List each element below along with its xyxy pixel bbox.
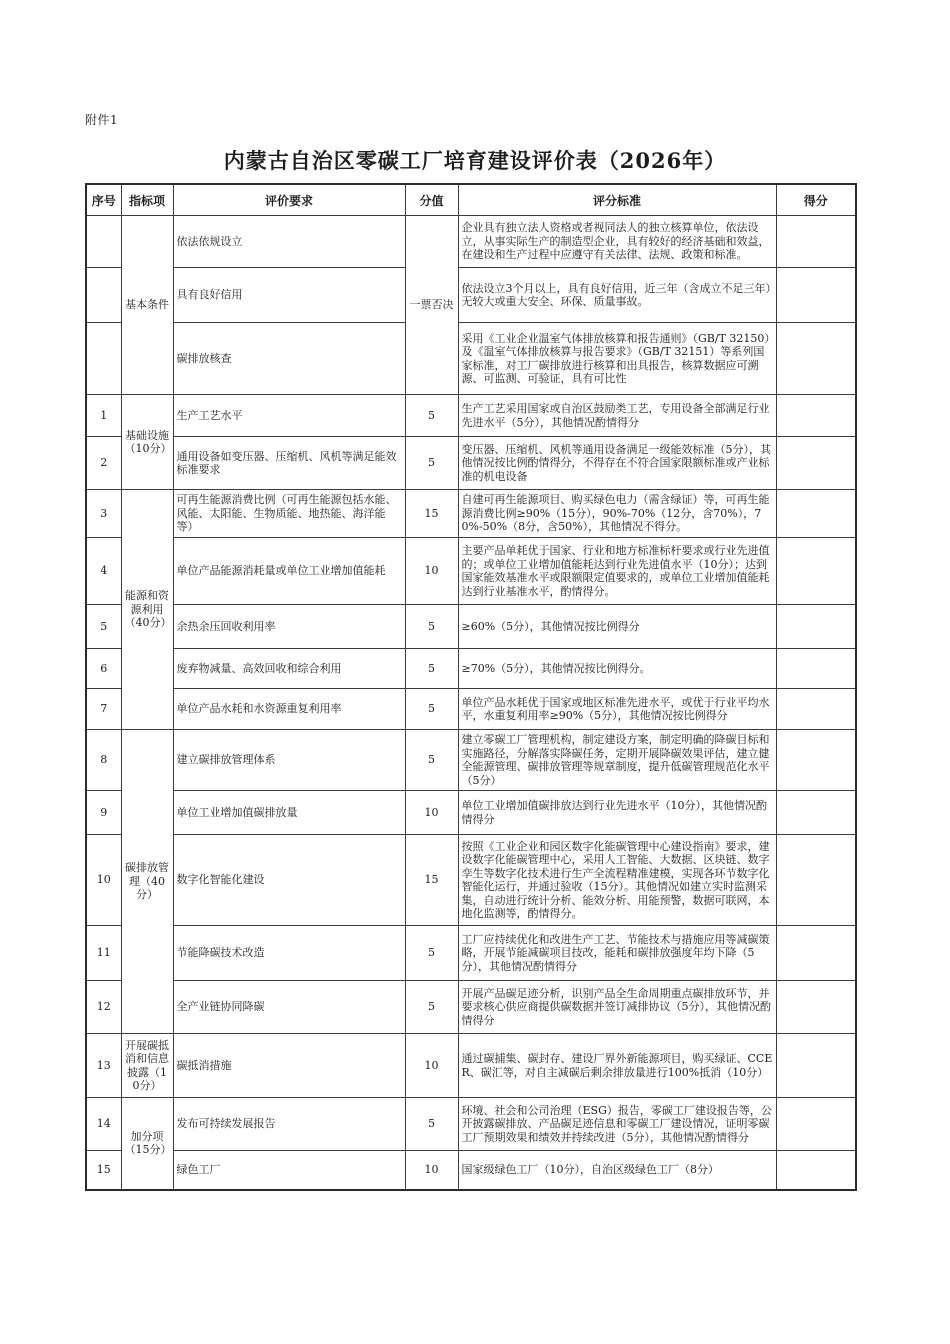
col-header-category: 指标项 [121,184,173,216]
index-cell: 11 [86,926,121,981]
table-row [86,730,856,791]
table-row [86,268,856,323]
table-header-row [86,184,856,216]
index-cell: 15 [86,1151,121,1190]
criteria-cell: 单位工业增加值碳排放达到行业先进水平（10分），其他情况酌情得分 [458,791,776,835]
table-row [86,490,856,538]
requirement-cell: 具有良好信用 [173,268,405,323]
category-cell: 碳排放管理（40分） [121,730,173,1034]
criteria-cell: 环境、社会和公司治理（ESG）报告，零碳工厂建设报告等，公开披露碳排放、产品碳足迹信息和零碳工厂建设情况，证明零碳工厂预期效果和绩效并持续改进（5分），其他情况酌情得分 [458,1098,776,1151]
points-cell [776,395,856,437]
score-cell: 5 [405,926,458,981]
table-row [86,1151,856,1190]
points-cell [776,1098,856,1151]
table-row [86,395,856,437]
score-cell: 5 [405,605,458,649]
criteria-cell: 国家级绿色工厂（10分），自治区级绿色工厂（8分） [458,1151,776,1190]
table-row [86,1034,856,1098]
category-cell: 基础设施（10分） [121,395,173,490]
requirement-cell: 单位产品水耗和水资源重复利用率 [173,689,405,730]
requirement-cell: 发布可持续发展报告 [173,1098,405,1151]
category-cell: 开展碳抵消和信息披露（10分） [121,1034,173,1098]
criteria-cell: 建立零碳工厂管理机构，制定建设方案，制定明确的降碳目标和实施路径，分解落实降碳任务，定期开展降碳效果评估，建立健全能源管理、碳排放管理等规章制度，提升低碳管理规范化水平（5分） [458,730,776,791]
requirement-cell: 绿色工厂 [173,1151,405,1190]
points-cell [776,490,856,538]
score-cell: 5 [405,649,458,689]
score-cell: 5 [405,437,458,490]
requirement-cell: 碳排放核查 [173,323,405,395]
score-cell: 15 [405,835,458,926]
criteria-cell: ≥60%（5分），其他情况按比例得分 [458,605,776,649]
table-row [86,323,856,395]
points-cell [776,1034,856,1098]
requirement-cell: 建立碳排放管理体系 [173,730,405,791]
index-cell [86,216,121,268]
index-cell: 1 [86,395,121,437]
points-cell [776,926,856,981]
criteria-cell: 单位产品水耗优于国家或地区标准先进水平，或优于行业平均水平，水重复利用率≥90%（5分），其他情况按比例得分 [458,689,776,730]
table-row [86,689,856,730]
points-cell [776,1151,856,1190]
category-cell: 加分项（15分） [121,1098,173,1190]
points-cell [776,791,856,835]
points-cell [776,437,856,490]
index-cell: 3 [86,490,121,538]
score-cell: 10 [405,791,458,835]
points-cell [776,323,856,395]
criteria-cell: 开展产品碳足迹分析，识别产品全生命周期重点碳排放环节，并要求核心供应商提供碳数据并签订减排协议（5分），其他情况酌情得分 [458,981,776,1034]
index-cell [86,268,121,323]
score-cell: 一票否决 [405,216,458,395]
points-cell [776,981,856,1034]
requirement-cell: 数字化智能化建设 [173,835,405,926]
index-cell: 10 [86,835,121,926]
table-row [86,538,856,605]
score-cell: 10 [405,1034,458,1098]
requirement-cell: 碳抵消措施 [173,1034,405,1098]
requirement-cell: 生产工艺水平 [173,395,405,437]
index-cell: 12 [86,981,121,1034]
criteria-cell: 依法设立3个月以上，具有良好信用，近三年（含成立不足三年）无较大或重大安全、环保、质量事故。 [458,268,776,323]
points-cell [776,689,856,730]
criteria-cell: 自建可再生能源项目、购买绿色电力（需含绿证）等，可再生能源消费比例≥90%（15分），90%-70%（12分，含70%），70%-50%（8分，含50%），其他情况不得分。 [458,490,776,538]
requirement-cell: 依法依规设立 [173,216,405,268]
points-cell [776,538,856,605]
score-cell: 5 [405,981,458,1034]
points-cell [776,649,856,689]
table-row [86,605,856,649]
requirement-cell: 废弃物减量、高效回收和综合利用 [173,649,405,689]
index-cell [86,323,121,395]
index-cell: 5 [86,605,121,649]
col-header-requirement: 评价要求 [173,184,405,216]
points-cell [776,605,856,649]
index-cell: 4 [86,538,121,605]
points-cell [776,835,856,926]
index-cell: 2 [86,437,121,490]
category-cell: 基本条件 [121,216,173,395]
criteria-cell: 企业具有独立法人资格或者视同法人的独立核算单位，依法设立，从事实际生产的制造型企业，具有较好的经济基础和效益，在建设和生产过程中应遵守有关法律、法规、政策和标准。 [458,216,776,268]
table-row [86,216,856,268]
score-cell: 5 [405,1098,458,1151]
index-cell: 7 [86,689,121,730]
score-cell: 5 [405,730,458,791]
category-cell: 能源和资源利用（40分） [121,490,173,730]
index-cell: 14 [86,1098,121,1151]
index-cell: 8 [86,730,121,791]
index-cell: 6 [86,649,121,689]
score-cell: 10 [405,1151,458,1190]
criteria-cell: 工厂应持续优化和改进生产工艺、节能技术与措施应用等减碳策略，开展节能减碳项目技改，能耗和碳排放强度年均下降（5分），其他情况酌情得分 [458,926,776,981]
score-cell: 5 [405,689,458,730]
score-cell: 5 [405,395,458,437]
col-header-score: 分值 [405,184,458,216]
score-cell: 10 [405,538,458,605]
index-cell: 9 [86,791,121,835]
criteria-cell: ≥70%（5分），其他情况按比例得分。 [458,649,776,689]
requirement-cell: 余热余压回收利用率 [173,605,405,649]
points-cell [776,730,856,791]
requirement-cell: 单位工业增加值碳排放量 [173,791,405,835]
criteria-cell: 按照《工业企业和园区数字化能碳管理中心建设指南》要求，建设数字化能碳管理中心，采用人工智能、大数据、区块链、数字孪生等数字化技术进行生产全流程精准建模，实现各环节数字化智能化运行，并通过验收（15分）。其他情况如建立实时监测采集，自动进行统计分析、能效分析、用能预警，数据可联网，本地化监测等，酌情得分。 [458,835,776,926]
points-cell [776,216,856,268]
table-row [86,926,856,981]
table-row [86,835,856,926]
table-body [86,216,856,1190]
criteria-cell: 变压器、压缩机、风机等通用设备满足一级能效标准（5分），其他情况按比例酌情得分，不得存在不符合国家限额标准或产业标准的机电设备 [458,437,776,490]
table-row [86,649,856,689]
requirement-cell: 可再生能源消费比例（可再生能源包括水能、风能、太阳能、生物质能、地热能、海洋能等） [173,490,405,538]
evaluation-table [85,183,857,1191]
page-title: 内蒙古自治区零碳工厂培育建设评价表（2026年） [223,148,727,173]
table-row [86,981,856,1034]
col-header-points: 得分 [776,184,856,216]
points-cell [776,268,856,323]
col-header-criteria: 评分标准 [458,184,776,216]
table-row [86,437,856,490]
score-cell: 15 [405,490,458,538]
requirement-cell: 单位产品能源消耗量或单位工业增加值能耗 [173,538,405,605]
table-row [86,791,856,835]
criteria-cell: 主要产品单耗优于国家、行业和地方标准标杆要求或行业先进值的；或单位工业增加值能耗达到行业先进值水平（10分）；达到国家能效基准水平或限额限定值要求的，或单位工业增加值能耗达到行业基准水平，酌情得分。 [458,538,776,605]
index-cell: 13 [86,1034,121,1098]
criteria-cell: 采用《工业企业温室气体排放核算和报告通则》（GB/T 32150）及《温室气体排放核算与报告要求》（GB/T 32151）等系列国家标准，对工厂碳排放进行核算和出具报告，核算数据应可溯源、可监测、可验证，具有可比性 [458,323,776,395]
attachment-label: 附件1 [85,113,119,127]
requirement-cell: 全产业链协同降碳 [173,981,405,1034]
col-header-index: 序号 [86,184,121,216]
table-row [86,1098,856,1151]
criteria-cell: 生产工艺采用国家或自治区鼓励类工艺，专用设备全部满足行业先进水平（5分），其他情况酌情得分 [458,395,776,437]
criteria-cell: 通过碳捕集、碳封存、建设厂界外新能源项目，购买绿证、CCER、碳汇等，对自主减碳后剩余排放量进行100%抵消（10分） [458,1034,776,1098]
requirement-cell: 通用设备如变压器、压缩机、风机等满足能效标准要求 [173,437,405,490]
requirement-cell: 节能降碳技术改造 [173,926,405,981]
